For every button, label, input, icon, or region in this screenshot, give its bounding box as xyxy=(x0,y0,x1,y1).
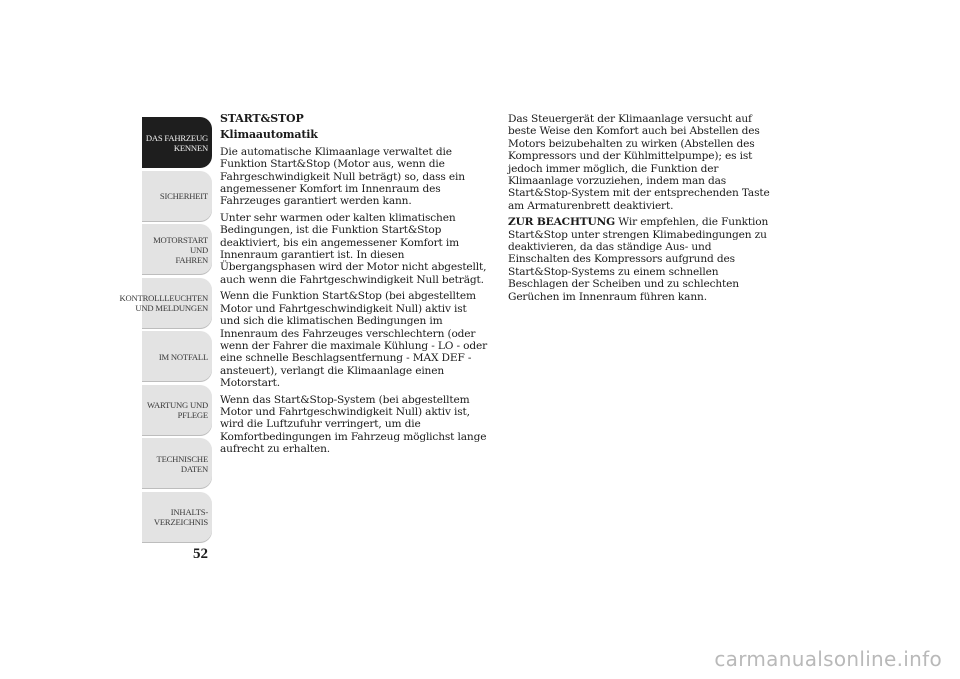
tab-technische-daten[interactable]: TECHNISCHE DATEN xyxy=(142,438,212,489)
paragraph: Wenn die Funktion Start&Stop (bei abgestelltem Motor und Fahrtgeschwindigkeit Null) aktiv ist und sich die klimatischen Bedingungen im Innenraum des Fahrzeuges verschlechtern (oder wenn der Fahrer die maximale Kühlung - LO - oder eine schnelle Beschlagsentfernung - MAX DEF - ansteuert), verlangt die Klimaanlage einen Motorstart. xyxy=(220,290,488,390)
note-label: ZUR BEACHTUNG xyxy=(508,216,616,229)
tab-im-notfall[interactable]: IM NOTFALL xyxy=(142,331,212,382)
section-subtitle: Klimaautomatik xyxy=(220,128,318,142)
tab-kontrollleuchten[interactable]: KONTROLLLEUCHTEN UND MELDUNGEN xyxy=(142,278,212,329)
tab-das-fahrzeug-kennen[interactable]: DAS FAHRZEUG KENNEN xyxy=(142,117,212,168)
watermark: carmanualsonline.info xyxy=(714,647,942,671)
note-paragraph xyxy=(508,216,776,303)
paragraph: Die automatische Klimaanlage verwaltet die Funktion Start&Stop (Motor aus, wenn die Fahrgeschwindigkeit Null beträgt) so, dass ein angemessener Komfort im Innenraum des Fahrzeuges garantiert werden kann. xyxy=(220,145,465,208)
tab-inhaltsverzeichnis[interactable]: INHALTS- VERZEICHNIS xyxy=(142,492,212,543)
tab-sicherheit[interactable]: SICHERHEIT xyxy=(142,171,212,222)
right-column xyxy=(508,113,776,307)
page-number: 52 xyxy=(193,546,208,562)
paragraph: Das Steuergerät der Klimaanlage versucht auf beste Weise den Komfort auch bei Abstellen des Motors beizubehalten zu wirken (Abstellen des Kompressors und der Kühlmittelpumpe); es ist jedoch immer möglich, die Funktion der Klimaanlage vorzuziehen, indem man das Start&Stop-System mit der entsprechenden Taste am Armaturenbrett deaktiviert. xyxy=(508,113,770,212)
note-text: Wir empfehlen, die Funktion Start&Stop unter strengen Klimabedingungen zu deaktivieren, da das ständige Aus- und Einschalten des Kompressors aufgrund des Start&Stop-Systems zu einem schnellen Beschlagen der Scheiben und zu schlechten Gerüchen im Innenraum führen kann. xyxy=(508,216,769,303)
tab-wartung-und-pflege[interactable]: WARTUNG UND PFLEGE xyxy=(142,385,212,436)
left-column xyxy=(220,113,488,460)
chapter-sidebar xyxy=(119,117,212,545)
paragraph: Unter sehr warmen oder kalten klimatischen Bedingungen, ist die Funktion Start&Stop deaktiviert, bis ein angemessener Komfort im Innenraum garantiert ist. In diesen Übergangsphasen wird der Motor nicht abgestellt, auch wenn die Fahrtgeschwindigkeit Null beträgt. xyxy=(220,211,487,286)
tab-motorstart-und-fahren[interactable]: MOTORSTART UND FAHREN xyxy=(142,224,212,275)
section-title: START&STOP xyxy=(220,112,304,125)
paragraph: Wenn das Start&Stop-System (bei abgestelltem Motor und Fahrtgeschwindigkeit Null) aktiv ist, wird die Luftzufuhr verringert, um die Komfortbedingungen im Fahrzeug möglichst lange aufrecht zu erhalten. xyxy=(220,393,487,456)
